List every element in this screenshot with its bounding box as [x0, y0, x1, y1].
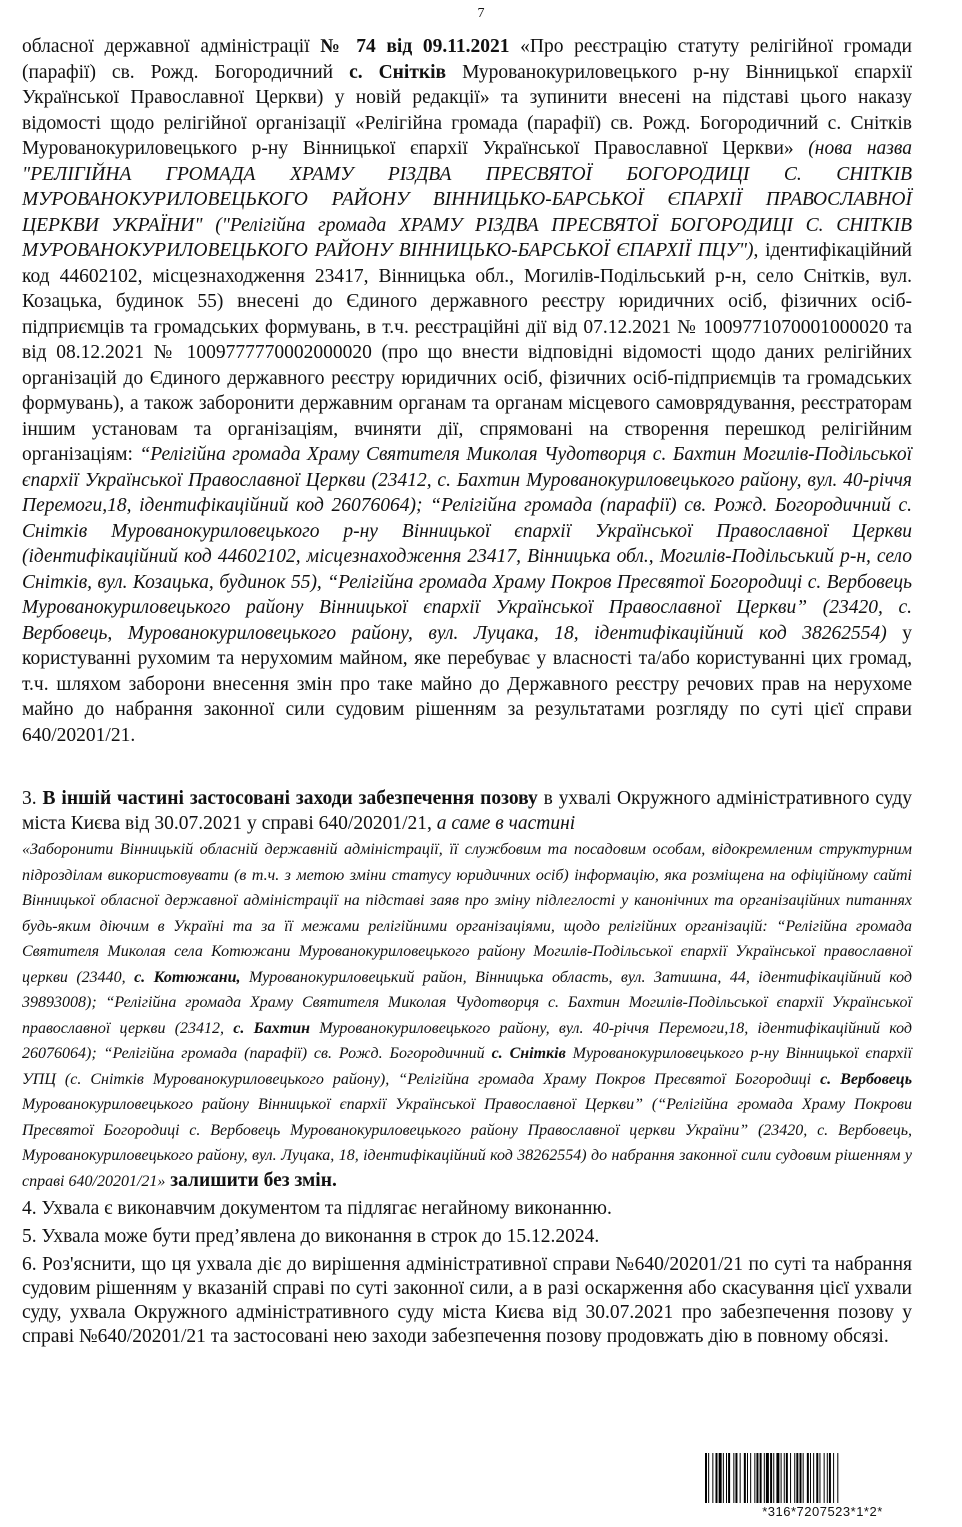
barcode-bar — [773, 1453, 774, 1503]
text-run: у користуванні рухомим та нерухомим майном, яке перебуває у власності та/або користуванні цих громад, т.ч. шляхом заборони внесення змін про таке майно до Державного реєстру речових прав на нерухоме майно до набрання законної сили судовим рішенням за результатами розгляду по суті цієї справи 640/20201/21. — [22, 622, 913, 746]
barcode-bar — [819, 1453, 820, 1503]
barcode-bar — [726, 1453, 727, 1503]
quote-part: «Заборонити Вінницькій обласній державній адміністрації, її службовим та посадовим особам, відокремленим структурним підрозділам використовувати (в т.ч. з метою зміни статусу юридичних осіб) інформацію, яка розміщена на офіційному сайті Вінницької обласної державної адміністрації на підставі заяв про зміну підлеглості у канонічних та організаційних питаннях будь-яким діючим в Україні та за її межами релігійними організаціями, щодо релігійних організацій: “Релігійна громада Святителя Миколая села Котюжани Мурованокуриловецького району Могилів-Подільської єпархії Української православної церкви (23440, — [22, 841, 912, 986]
text-run: «Про реєстрацію статуту релігійної громади (парафії) св. Рожд. Богородичний — [22, 36, 912, 83]
barcode-bar — [833, 1453, 834, 1503]
order-reference: № 74 від 09.11.2021 — [320, 36, 510, 57]
barcode-bar — [733, 1453, 734, 1503]
quote-part: Мурованокуриловецького району, вул. 40-річчя Перемоги,18, ідентифікаційний код 26076064); “Релігійна громада (парафії) св. Рожд. Богородичний — [22, 1019, 913, 1062]
barcode-bar — [816, 1453, 818, 1503]
village-name: с. Снітків — [349, 61, 447, 83]
barcode-bar — [766, 1453, 769, 1503]
paragraph-3-heading: В іншій частині застосовані заходи забезпечення позову — [42, 788, 538, 809]
page-number: 7 — [477, 6, 485, 21]
barcode-bar — [803, 1453, 804, 1503]
list-item: 6. Роз'яснити, що ця ухвала діє до вирішення адміністративної справи №640/20201/21 по суті та набрання судовим рішенням у вказаній справі по суті законної сили, а в разі оскарження або скасування цієї ухвали суду, ухвала Окружного адміністративного суду міста Києва від 30.07.2021 про забезпечення позову у справі №640/20201/21 та застосовані нею заходи забезпечення позову продовжать дію в повному обсязі. — [22, 1254, 912, 1347]
barcode — [705, 1453, 940, 1521]
quote-part: Мурованокуриловецького р-ну Вінницької єпархії УПЦ (с. Снітків Мурованокуриловецького району), “Релігійна громада Храму Покров Пресвятої Богородиці — [22, 1045, 913, 1088]
religious-organizations-list: “Релігійна громада Храму Святителя Миколая Чудотворця с. Бахтин Могилів-Подільської єпархії Української Православної Церкви (23412, с. Бахтин Мурованокуриловецького району, вул. 40-річчя Перемоги,18, ідентифікаційний код 26076064); “Релігійна громада (парафії) св. Рожд. Богородичний с. Снітків Мурованокуриловецького р-ну Вінницької єпархії Української Православної Церкви (ідентифікаційний код 44602102, місцезнаходження 23417, Вінницька обл., Могилів-Подільський р-н, село Снітків, вул. Козацька, будинок 55), “Релігійна громада Храму Покров Пресвятої Богородиці с. Вербовець Мурованокуриловецького району Вінницької єпархії Української Православної Церкви” (23420, с. Вербовець, Мурованокуриловецького району, вул. Луцака, 18, ідентифікаційний код 38262554) — [22, 444, 912, 644]
barcode-number: *316*7207523*1*2* — [762, 1504, 883, 1519]
barcode-bar — [719, 1453, 722, 1503]
new-name-note: (нова назва "РЕЛІГІЙНА ГРОМАДА ХРАМУ РІЗДВА ПРЕСВЯТОЇ БОГОРОДИЦІ С. СНІТКІВ МУРОВАНОКУРИЛОВЕЦЬКОГО РАЙОНУ ВІННИЦЬКО-БАРСЬКОЇ ЄПАРХІЇ ПРАВОСЛАВНОЇ ЦЕРКВИ УКРАЇНИ" ("Релігійна громада ХРАМУ РІЗДВА ПРЕСВЯТОЇ БОГОРОДИЦІ С. СНІТКІВ МУРОВАНОКУРИЛОВЕЦЬКОГО РАЙОНУ ВІННИЦЬКО-БАРСЬКОЇ ЄПАРХІЇ ПЦУ") — [22, 138, 912, 261]
text-run: , ідентифікаційний код 44602102, місцезнаходження 23417, Вінницька обл., Могилів-Подільський р-н, село Снітків, вул. Козацька, будинок 55) внесені до Єдиного державного реєстру юридичних осіб, фізичних осіб-підприємців та громадських формувань, в т.ч. реєстраційні дії від 07.12.2021 № 1009771070001000020 та від 08.12.2021 № 1009777770002000020 (про що внести відповідні відомості щодо даних релігійних організацій до Єдиного державного реєстру юридичних осіб, фізичних осіб-підприємців та громадських формувань), а також заборонити державним органам та органам місцевого самоврядування, реєстраторам іншим установам та організаціям, вчиняти дії, спрямовані на створення перешкод релігійним організаціям: — [22, 240, 912, 465]
text-run: Мурованокуриловецького р-ну Вінницької єпархії Української Православної Церкви) у новій редакції» та зупинити внесені на підставі цього наказу відомості щодо релігійної організації «Релігійна громада (парафії) св. Рожд. Богородичний с. Снітків Мурованокуриловецького р-ну Вінницької єпархії Української Православної Церкви» — [22, 61, 912, 159]
quote-village: с. Вербовець — [820, 1070, 913, 1088]
barcode-bar — [837, 1453, 838, 1503]
decision-text: залишити без змін. — [165, 1169, 337, 1191]
barcode-bar — [716, 1453, 718, 1503]
quote-village: с. Котюжани, — [134, 968, 241, 986]
barcode-bar — [800, 1453, 802, 1503]
barcode-bar — [794, 1453, 795, 1503]
barcode-bar — [784, 1453, 785, 1503]
quoted-ruling — [22, 841, 912, 1190]
list-item: 4. Ухвала є виконавчим документом та підлягає негайному виконанню. — [22, 1198, 612, 1219]
barcode-bar — [810, 1453, 811, 1503]
paragraph-3 — [22, 786, 912, 1193]
barcode-bar — [708, 1453, 709, 1503]
barcode-bar — [829, 1453, 831, 1503]
barcode-bar — [813, 1453, 814, 1503]
barcode-bar — [786, 1453, 788, 1503]
barcode-bars — [705, 1453, 940, 1503]
barcode-bar — [754, 1453, 755, 1503]
document-body — [22, 34, 912, 1349]
list-item: 5. Ухвала може бути пред’явлена до виконання в строк до 15.12.2024. — [22, 1226, 600, 1247]
barcode-bar — [756, 1453, 758, 1503]
quote-village: с. Бахтин — [233, 1019, 310, 1037]
text-run: обласної державної адміністрації — [22, 36, 321, 57]
barcode-bar — [712, 1453, 713, 1503]
barcode-bar — [747, 1453, 748, 1503]
barcode-bar — [764, 1453, 765, 1503]
barcode-bar — [790, 1453, 791, 1503]
barcode-bar — [735, 1453, 737, 1503]
text-run-italic: а саме в частині — [436, 813, 576, 834]
barcode-bar — [796, 1453, 798, 1503]
barcode-bar — [781, 1453, 782, 1503]
quote-village: с. Снітків — [491, 1045, 566, 1062]
item-number: 3. — [22, 788, 43, 809]
barcode-bar — [807, 1453, 809, 1503]
barcode-bar — [705, 1453, 707, 1503]
barcode-bar — [770, 1453, 772, 1503]
quote-part: Мурованокуриловецький район, Вінницька область, вул. Затишна, 44, ідентифікаційний код 39893008); “Релігійна громада Храму Святителя Миколая Чудотворця с. Бахтин Могилів-Подільської єпархії Української православної церкви (23412, — [22, 968, 912, 1037]
barcode-bar — [776, 1453, 779, 1503]
barcode-bar — [728, 1453, 730, 1503]
barcode-bar — [760, 1453, 762, 1503]
barcode-bar — [740, 1453, 741, 1503]
quote-part: Мурованокуриловецького району Вінницької єпархії Української Православної Церкви” (“Релігійна громада Храму Покрови Пресвятої Богородиці с. Вербовець Мурованокуриловецького району Православної церкви України” (23420, с. Вербовець, Мурованокуриловецького району, вул. Луцака, 18, ідентифікаційний код 38262554) до набрання законної сили судовим рішенням у справі 640/20201/21» — [22, 1096, 912, 1190]
text-run: в ухвалі Окружного адміністративного суду міста Києва від 30.07.2021 у справі 640/20201/21, — [22, 788, 912, 834]
barcode-bar — [744, 1453, 746, 1503]
barcode-bar — [827, 1453, 828, 1503]
paragraph-continuation — [22, 34, 912, 748]
barcode-bar — [723, 1453, 724, 1503]
barcode-bar — [824, 1453, 825, 1503]
barcode-bar — [750, 1453, 751, 1503]
